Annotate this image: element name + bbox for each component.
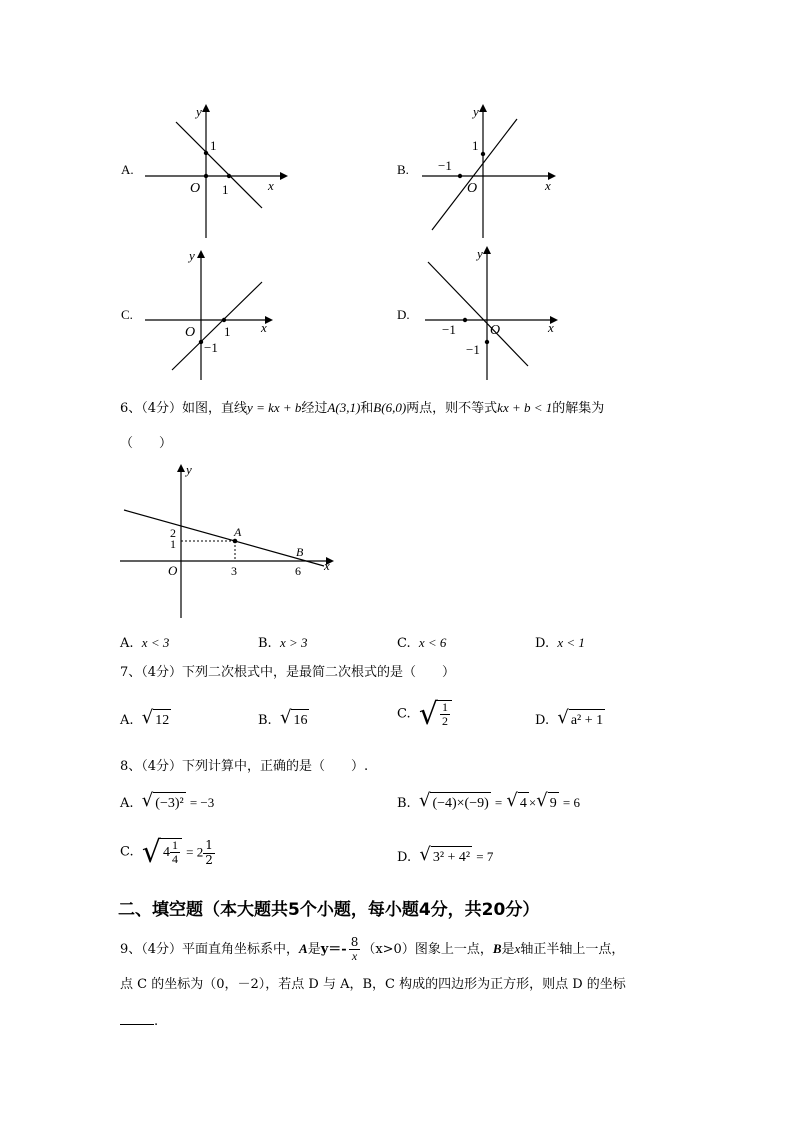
y-tick-label: −1 xyxy=(466,342,480,357)
y-axis-label: y xyxy=(473,104,479,119)
q7-stem: 7、（4分）下列二次根式中，是最简二次根式的是（ ） xyxy=(120,665,456,680)
x-axis-label: x xyxy=(324,558,330,573)
graph-d xyxy=(420,242,570,382)
origin-label: O xyxy=(185,325,196,340)
q6-graph xyxy=(118,462,338,622)
x-tick-label: 1 xyxy=(222,182,229,197)
y-axis-label: y xyxy=(477,246,483,261)
q7-choice-a[interactable]: A. √ 12 xyxy=(120,709,171,732)
option-b-label: B. xyxy=(397,162,409,177)
y-tick-2: 2 xyxy=(170,526,176,540)
sqrt-expression: √ 4 xyxy=(506,792,528,815)
x-tick-label: −1 xyxy=(438,158,452,173)
q6-choice-c[interactable]: C. x < 6 xyxy=(397,635,447,651)
x-tick-label: 1 xyxy=(224,324,231,339)
q8-choice-d[interactable]: D. √ 3² + 4² = 7 xyxy=(397,846,493,869)
y-tick-label: 1 xyxy=(472,138,479,153)
q8-choice-c[interactable]: C. √ 4 $\frac{1}{4}$ = 2 $\frac{1}{2}$ xyxy=(120,835,213,870)
x-tick-3: 3 xyxy=(231,564,237,578)
q7-choice-b[interactable]: B. √ 16 xyxy=(258,709,309,732)
sqrt-expression: √ (−4)×(−9) xyxy=(419,792,491,815)
y-axis-label: y xyxy=(196,104,202,119)
q9-answer-blank[interactable]: . xyxy=(120,1012,158,1033)
point-b-label: B xyxy=(296,545,304,559)
y-axis-label: y xyxy=(189,248,195,263)
y-tick-label: 1 xyxy=(210,138,217,153)
sqrt-expression: √ 3² + 4² xyxy=(419,846,472,869)
origin-label: O xyxy=(467,181,478,196)
sqrt-expression: √ $\frac{1}{2}$ xyxy=(419,700,452,730)
q9-line1: 9、（4分）平面直角坐标系中，A是y＝- $\frac{8}{x}$ （x>0）图象上一点，B是x轴正半轴上一点， xyxy=(120,935,625,964)
x-axis-label: x xyxy=(261,320,267,335)
x-axis-label: x xyxy=(548,320,554,335)
sqrt-expression: √ (−3)² xyxy=(142,792,186,815)
q7-choice-c[interactable]: C. √ $\frac{1}{2}$ xyxy=(397,700,452,730)
q6-choice-a[interactable]: A. x < 3 xyxy=(120,635,170,651)
q8-choice-b[interactable]: B. √ (−4)×(−9) = √ 4 × √ 9 = 6 xyxy=(397,792,580,815)
y-tick-label: −1 xyxy=(204,340,218,355)
sqrt-expression: √ 12 xyxy=(142,709,171,732)
x-tick-6: 6 xyxy=(295,564,301,578)
graph-b xyxy=(410,100,560,240)
sqrt-expression: √ 9 xyxy=(536,792,558,815)
x-axis-label: x xyxy=(268,178,274,193)
sqrt-expression: √ a² + 1 xyxy=(557,709,605,732)
q9-line2: 点 C 的坐标为（0，－2），若点 D 与 A，B，C 构成的四边形为正方形，则点 D 的坐标 xyxy=(120,977,626,992)
origin-label: O xyxy=(190,181,201,196)
option-a-label: A. xyxy=(121,162,134,177)
q7-choice-d[interactable]: D. √ a² + 1 xyxy=(535,709,605,732)
option-d-label: D. xyxy=(397,307,410,322)
q6-choice-d[interactable]: D. x < 1 xyxy=(535,635,585,651)
q6-choice-b[interactable]: B. x > 3 xyxy=(258,635,308,651)
graph-a xyxy=(140,100,290,240)
y-tick-1: 1 xyxy=(170,537,176,551)
section-heading: 二、填空题（本大题共5个小题，每小题4分，共20分） xyxy=(118,900,540,920)
x-axis-label: x xyxy=(545,178,551,193)
point-a-label: A xyxy=(234,525,242,539)
q6-answer-paren: （ ） xyxy=(120,436,173,451)
q8-choice-a[interactable]: A. √ (−3)² = −3 xyxy=(120,792,214,815)
y-axis-label: y xyxy=(186,462,192,477)
sqrt-expression: √ 16 xyxy=(280,709,309,732)
x-tick-label: −1 xyxy=(442,322,456,337)
q6-stem: 6、（4分）如图，直线y = kx + b经过A(3,1)和B(6,0)两点，则不等式kx + b < 1的解集为 xyxy=(120,400,605,416)
q8-stem: 8、（4分）下列计算中，正确的是（ ）. xyxy=(120,759,369,774)
graph-c xyxy=(140,242,280,382)
sqrt-expression: √ 4 $\frac{1}{4}$ xyxy=(142,838,182,868)
answer-blank-line[interactable] xyxy=(120,1012,154,1025)
option-c-label: C. xyxy=(121,307,133,322)
origin-label: O xyxy=(490,323,501,338)
origin-label: O xyxy=(168,563,178,578)
